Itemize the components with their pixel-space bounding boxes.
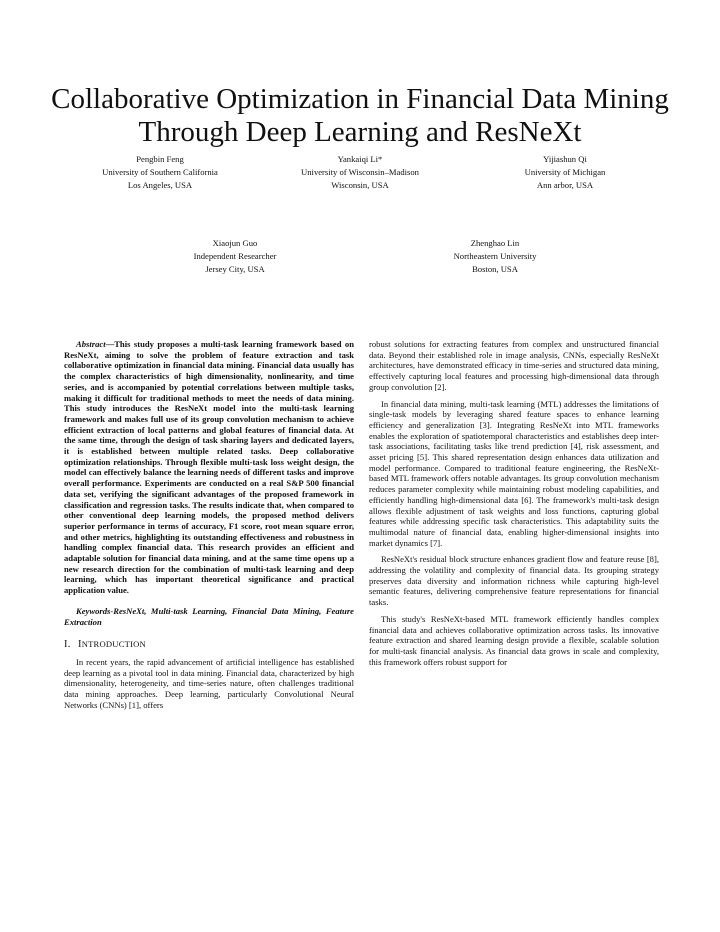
body-paragraph: ResNeXt's residual block structure enhances gradient flow and feature reuse [8], addressing the volatility and complexity of financial data. Its grouping strategy preserves data diversity and information richness while capturing high-level semantic features, delivering comprehensive feature representations for financial tasks. xyxy=(369,554,659,608)
author-location: Boston, USA xyxy=(472,264,518,274)
author-block xyxy=(490,153,640,192)
section-number: I. xyxy=(64,639,71,651)
abstract-dash: — xyxy=(105,339,115,349)
author-location: Los Angeles, USA xyxy=(127,180,193,190)
author-block xyxy=(270,153,450,192)
author-name: Yankaiqi Li* xyxy=(337,154,383,164)
body-paragraph: robust solutions for extracting features from complex and unstructured financial data. Beyond their established role in image analysis, CNNs, especially ResNeXt architectures, have demonstrated efficacy in time-series and structured data mining, effectively capturing local features and processing high-dimensional data through group convolution [2]. xyxy=(369,339,659,392)
author-affiliation: University of Wisconsin–Madison xyxy=(301,167,419,177)
author-affiliation: Independent Researcher xyxy=(193,251,277,261)
abstract-text: This study proposes a multi-task learning framework based on ResNeXt, aiming to solve the problem of feature extraction and task collaborative optimization in financial data mining. Financial data usually has the complex characteristics of high dimensionality, nonlinearity, and time series, and is accompanied by potential correlations between multiple tasks, making it difficult for traditional methods to meet the needs of data mining. This study introduces the ResNeXt model into the multi-task learning framework and makes full use of its group convolution mechanism to achieve efficient extraction of local patterns and global features of financial data. At the same time, through the design of task sharing layers and dedicated layers, it is established between multiple related tasks. Deep collaborative optimization relationships. Through flexible multi-task loss weight design, the model can effectively balance the learning needs of different tasks and improve overall performance. Experiments are conducted on a real S&P 500 financial data set, verifying the significant advantages of the proposed framework in classification and regression tasks. The results indicate that, when compared to other conventional deep learning models, the proposed method delivers superior performance in terms of accuracy, F1 score, root mean square error, and other metrics, highlighting its outstanding effectiveness and robustness in handling complex financial data. This research provides an efficient and adaptable solution for financial data mining, and at the same time opens up a new research direction for the combination of multi-task learning and deep learning, which has important theoretical significance and practical application value. xyxy=(64,339,354,596)
body-paragraph: In recent years, the rapid advancement of artificial intelligence has established deep learning as a pivotal tool in data mining. Financial data, characterized by high dimensionality, heterogeneity, and time-series nature, often challenges traditional data mining approaches. Deep learning, particularly Convolutional Neural Networks (CNNs) [1], offers xyxy=(64,656,354,710)
abstract xyxy=(64,339,354,596)
author-block xyxy=(160,237,310,276)
right-column xyxy=(369,339,659,673)
author-block xyxy=(85,153,235,192)
author-name: Zhenghao Lin xyxy=(470,238,520,248)
author-block xyxy=(420,237,570,276)
author-location: Wisconsin, USA xyxy=(331,180,389,190)
section-title-initial: I xyxy=(78,639,82,651)
body-paragraph: This study's ResNeXt-based MTL framework efficiently handles complex financial data and achieves collaborative optimization across tasks. Its innovative feature extraction and shared learning design provide a flexible, scalable solution for multi-task financial analysis. As financial data grows in scale and complexity, this framework offers robust support for xyxy=(369,613,659,667)
abstract-lead: Abstract xyxy=(76,339,106,349)
author-affiliation: Northeastern University xyxy=(453,251,537,261)
section-heading xyxy=(64,639,354,651)
author-affiliation: University of Michigan xyxy=(524,167,606,177)
keywords: Keywords-ResNeXt, Multi-task Learning, Financial Data Mining, Feature Extraction xyxy=(64,605,354,627)
author-location: Jersey City, USA xyxy=(205,264,265,274)
author-name: Xiaojun Guo xyxy=(212,238,258,248)
author-name: Pengbin Feng xyxy=(136,154,184,164)
section-title-rest: NTRODUCTION xyxy=(81,639,146,650)
author-name: Yijiashun Qi xyxy=(543,154,587,164)
author-location: Ann arbor, USA xyxy=(536,180,594,190)
author-affiliation: University of Southern California xyxy=(102,167,218,177)
left-column xyxy=(64,339,354,717)
body-paragraph: In financial data mining, multi-task learning (MTL) addresses the limitations of single-task models by leveraging shared feature spaces to enhance learning efficiency and generalization [3]. Integrating ResNeXt into MTL frameworks enables the exploration of spatiotemporal characteristics and establishes deep inter-task associations, facilitating tasks like trend prediction [4], risk assessment, and asset pricing [5]. This shared representation design enhances data utilization and model performance. Compared to traditional feature engineering, the ResNeXt-based MTL framework offers notable advantages. Its group convolution mechanism reduces parameter complexity while maintaining robust modeling capabilities, and efficiently handling high-dimensional data [6]. The framework's multi-task design allows flexible adjustment of task weights and loss functions, capturing global features while addressing specific task characteristics. This adaptability suits the multimodal nature of financial data, enabling higher-dimensional insights into market dynamics [7]. xyxy=(369,398,659,548)
paper-title: Collaborative Optimization in Financial Data Mining Through Deep Learning and ResNeXt xyxy=(51,83,669,149)
